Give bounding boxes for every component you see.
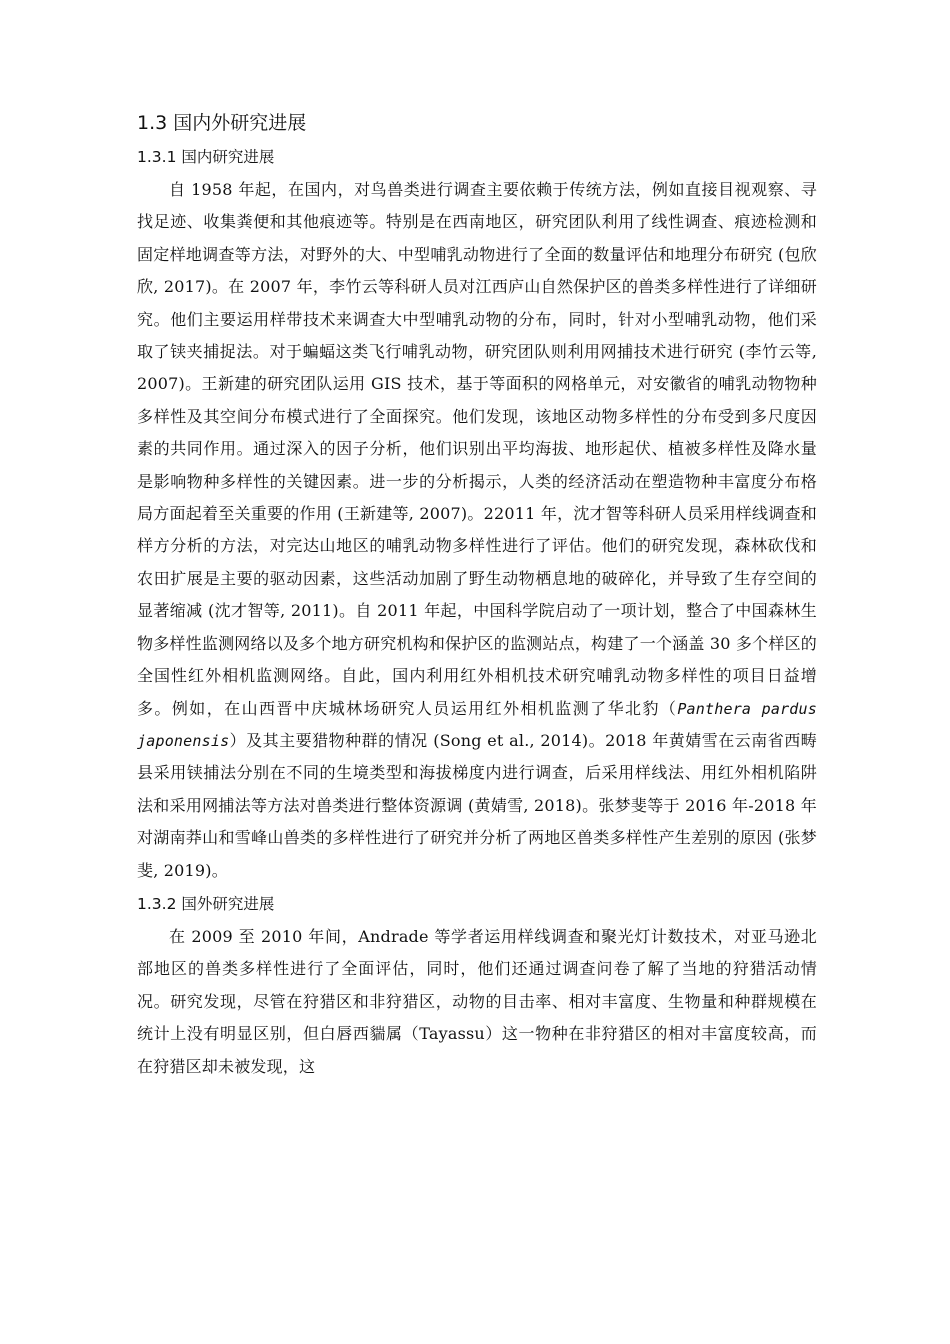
species-name: Panthera pardus japonensis: [137, 699, 818, 750]
domestic-text-a: 自 1958 年起，在国内，对鸟兽类进行调查主要依赖于传统方法，例如直接目视观察、寻找足迹、收集粪便和其他痕迹等。特别是在西南地区，研究团队利用了线性调查、痕迹检测和固定样地调查等方法，对野外的大、中型哺乳动物进行了全面的数量评估和地理分布研究 (包欣欣, 2017)。在 2007 年，李竹云等科研人员对江西庐山自然保护区的兽类多样性进行了详细研究。他们主要运用样带技术来调查大中型哺乳动物的分布，同时，针对小型哺乳动物，他们采取了铗夹捕捉法。对于蝙蝠这类飞行哺乳动物，研究团队则利用网捕技术进行研究 (李竹云等, 2007)。王新建的研究团队运用 GIS 技术，基于等面积的网格单元，对安徽省的哺乳动物物种多样性及其空间分布模式进行了全面探究。他们发现，该地区动物多样性的分布受到多尺度因素的共同作用。通过深入的因子分析，他们识别出平均海拔、地形起伏、植被多样性及降水量是影响物种多样性的关键因素。进一步的分析揭示，人类的经济活动在塑造物种丰富度分布格局方面起着至关重要的作用 (王新建等, 2007)。22011 年，沈才智等科研人员采用样线调查和样方分析的方法，对完达山地区的哺乳动物多样性进行了评估。他们的研究发现，森林砍伐和农田扩展是主要的驱动因素，这些活动加剧了野生动物栖息地的破碎化，并导致了生存空间的显著缩减 (沈才智等, 2011)。自 2011 年起，中国科学院启动了一项计划，整合了中国森林生物多样性监测网络以及多个地方研究机构和保护区的监测站点，构建了一个涵盖 30 多个样区的全国性红外相机监测网络。自此，国内利用红外相机技术研究哺乳动物多样性的项目日益增多。例如，在山西晋中庆城林场研究人员运用红外相机监测了华北豹（: [137, 180, 817, 718]
foreign-heading: 1.3.2 国外研究进展: [137, 894, 275, 913]
foreign-paragraph: 在 2009 至 2010 年间，Andrade 等学者运用样线调查和聚光灯计数技术，对亚马逊北部地区的兽类多样性进行了全面评估，同时，他们还通过调查问卷了解了当地的狩猎活动情况。研究发现，尽管在狩猎区和非狩猎区，动物的目击率、相对丰富度、生物量和种群规模在统计上没有明显区别，但白唇西貒属（Tayassu）这一物种在非狩猎区的相对丰富度较高，而在狩猎区却未被发现，这: [137, 926, 817, 1076]
domestic-paragraph: [137, 174, 817, 887]
domestic-text-b: ）及其主要猎物种群的情况 (Song et al., 2014)。2018 年黄婧雪在云南省西畴县采用铗捕法分别在不同的生境类型和海拔梯度内进行调查，后采用样线法、用红外相机陷阱法和采用网捕法等方法对兽类进行整体资源调 (黄婧雪, 2018)。张梦斐等于 2016 年-2018 年对湖南莽山和雪峰山兽类的多样性进行了研究并分析了两地区兽类多样性产生差别的原因 (张梦斐, 2019)。: [137, 730, 817, 880]
document-page: [137, 108, 817, 1087]
section-title: 1.3 国内外研究进展: [137, 112, 307, 134]
domestic-heading: 1.3.1 国内研究进展: [137, 148, 275, 166]
